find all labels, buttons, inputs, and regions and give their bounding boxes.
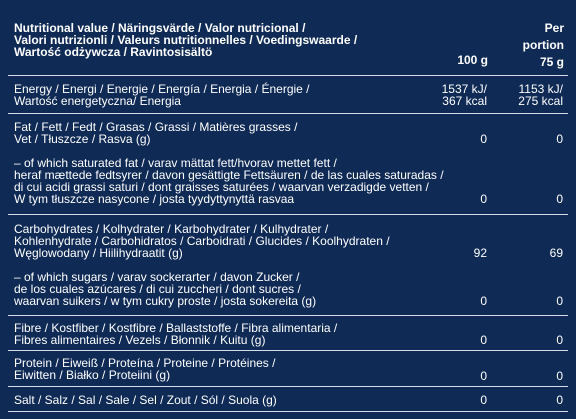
column-header-portion-line: Per xyxy=(544,21,564,35)
value-line: 275 kcal xyxy=(518,94,563,108)
row-label-carbohydrates xyxy=(14,223,424,259)
value-salt-100g: 0 xyxy=(480,393,487,407)
divider xyxy=(8,113,568,114)
value-sugars-100g: 0 xyxy=(480,294,487,308)
value-line: 367 kcal xyxy=(442,94,487,108)
row-label-line: Salt / Salz / Sal / Sale / Sel / Zout / Sól / Suola (g) xyxy=(14,393,277,407)
header-title-line: Wartość odżywcza / Ravintosisältö xyxy=(14,45,213,59)
value-salt-portion: 0 xyxy=(556,393,563,407)
row-label-line: de los cuales azúcares / di cui zuccheri / dont sucres / xyxy=(14,282,301,296)
row-label-line: Węglowodany / Hiilihydraatit (g) xyxy=(14,246,183,260)
row-label-line: Wartość energetyczna/ Energia xyxy=(14,94,181,108)
value-energy-portion xyxy=(492,83,563,107)
value-line: 1537 kJ/ xyxy=(441,82,487,96)
row-label-fibre xyxy=(14,322,424,346)
row-label-protein xyxy=(14,357,424,381)
divider xyxy=(8,386,568,387)
row-label-line: Protein / Eiweiß / Proteína / Proteine / Protéines / xyxy=(14,356,276,370)
row-label-line: Kohlenhydrate / Carbohidratos / Carboidrati / Glucides / Koolhydraten / xyxy=(14,234,390,248)
value-sugars-portion: 0 xyxy=(556,294,563,308)
row-label-fat xyxy=(14,121,424,145)
value-protein-100g: 0 xyxy=(480,369,487,383)
value-energy-100g xyxy=(420,83,487,107)
row-label-line: – of which saturated fat / varav mättat fett/hvorav mettet fett / xyxy=(14,156,337,170)
row-label-line: waarvan suikers / w tym cukry proste / josta sokereita (g) xyxy=(14,294,317,308)
row-label-salt xyxy=(14,394,424,406)
value-fibre-portion: 0 xyxy=(556,333,563,347)
value-carbohydrates-100g: 92 xyxy=(473,246,487,260)
value-fat-portion: 0 xyxy=(556,132,563,146)
row-label-line: Vet / Tłuszcze / Rasva (g) xyxy=(14,132,151,146)
column-header-100g: 100 g xyxy=(457,53,488,67)
table-header xyxy=(0,0,576,75)
header-title xyxy=(14,22,414,58)
value-fibre-100g: 0 xyxy=(480,333,487,347)
divider xyxy=(8,411,568,412)
divider xyxy=(8,350,568,351)
value-carbohydrates-portion: 69 xyxy=(549,246,563,260)
value-line: 1153 kJ/ xyxy=(518,82,563,96)
value-fat-100g: 0 xyxy=(480,132,487,146)
row-label-line: Fat / Fett / Fedt / Grasas / Grassi / Matières grasses / xyxy=(14,120,298,134)
row-label-line: – of which sugars / varav sockerarter / davon Zucker / xyxy=(14,270,300,284)
row-label-line: di cui acidi grassi saturi / dont graisses saturées / waarvan verzadigde vetten / xyxy=(14,180,429,194)
divider xyxy=(8,214,568,215)
column-header-portion-line: portion xyxy=(522,38,564,52)
row-label-saturated-fat xyxy=(14,156,444,206)
header-title-line: Nutritional value / Näringsvärde / Valor nutricional / xyxy=(14,21,306,35)
header-title-line: Valori nutrizionli / Valeurs nutritionnelles / Voedingswaarde / xyxy=(14,33,358,47)
row-label-line: Energy / Energi / Energie / Energía / Energia / Énergie / xyxy=(14,82,310,96)
value-protein-portion: 0 xyxy=(556,369,563,383)
row-label-sugars xyxy=(14,271,424,307)
column-header-portion xyxy=(484,20,564,71)
divider xyxy=(8,75,568,76)
column-header-portion-line: 75 g xyxy=(539,55,564,69)
row-label-line: Carbohydrates / Kolhydrater / Karbohydrater / Kulhydrater / xyxy=(14,222,329,236)
value-saturated-fat-portion: 0 xyxy=(556,192,563,206)
row-label-energy xyxy=(14,83,424,107)
row-label-line: Eiwitten / Białko / Proteiini (g) xyxy=(14,368,171,382)
value-saturated-fat-100g: 0 xyxy=(480,192,487,206)
divider xyxy=(8,315,568,316)
row-label-line: Fibre / Kostfiber / Kostfibre / Ballaststoffe / Fibra alimentaria / xyxy=(14,321,338,335)
row-label-line: heraf mættede fedtsyrer / davon gesättigte Fettsäuren / de las cuales saturadas / xyxy=(14,168,444,182)
row-label-line: W tym tłuszcze nasycone / josta tyydyttynyttä rasvaa xyxy=(14,192,295,206)
row-label-line: Fibres alimentaires / Vezels / Błonnik / Kuitu (g) xyxy=(14,333,266,347)
